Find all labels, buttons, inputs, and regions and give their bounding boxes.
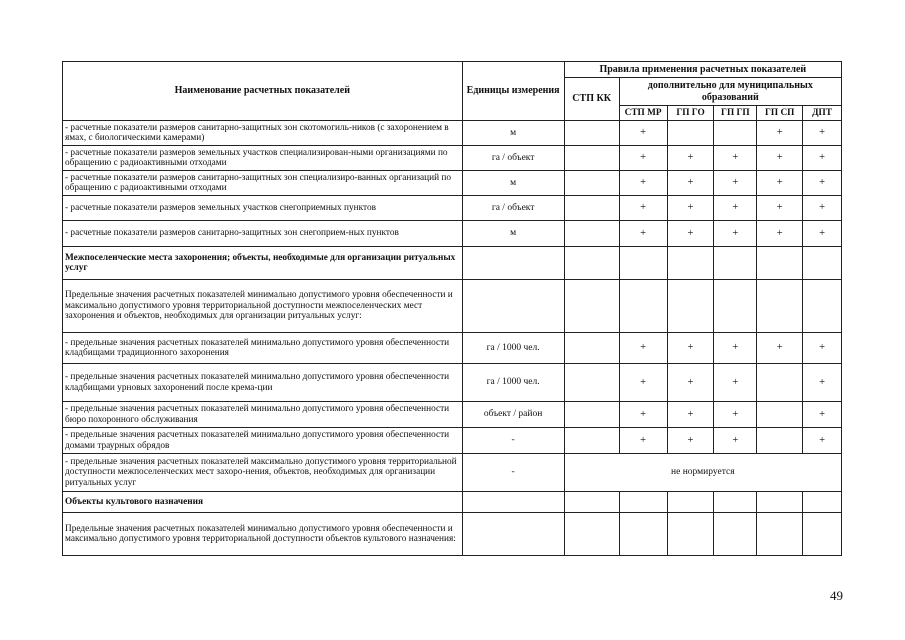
indicator-name: - предельные значения расчетных показателей минимально допустимого уровня обеспеченности кладбищами традиционного захоронения	[63, 333, 463, 364]
applicability-mark	[757, 402, 803, 428]
applicability-mark: +	[619, 121, 667, 146]
applicability-mark: +	[667, 171, 714, 196]
applicability-mark	[564, 364, 619, 402]
empty-cell	[667, 492, 714, 513]
applicability-mark: +	[667, 333, 714, 364]
applicability-mark: +	[757, 171, 803, 196]
applicability-mark	[564, 333, 619, 364]
header-sub-gp-sp: ГП СП	[757, 106, 803, 121]
indicator-name: - расчетные показатели размеров санитарно-защитных зон скотомогиль-ников (с захоронением в ямах, с биологическими камерами)	[63, 121, 463, 146]
applicability-mark: +	[714, 221, 757, 247]
applicability-mark: +	[803, 221, 842, 247]
table-row	[63, 280, 842, 333]
table-row	[63, 428, 842, 454]
applicability-mark: +	[757, 221, 803, 247]
empty-cell	[462, 492, 564, 513]
header-additional: дополнительно для муниципальных образований	[619, 78, 841, 106]
empty-cell	[619, 247, 667, 280]
applicability-mark	[564, 171, 619, 196]
applicability-mark: +	[757, 146, 803, 171]
empty-cell	[803, 492, 842, 513]
unit-cell	[462, 280, 564, 333]
applicability-mark: +	[757, 333, 803, 364]
applicability-mark	[564, 221, 619, 247]
indicator-name: - предельные значения расчетных показателей минимально допустимого уровня обеспеченности домами траурных обрядов	[63, 428, 463, 454]
section-title: Межпоселенческие места захоронения; объекты, необходимые для организации ритуальных услуг	[63, 247, 463, 280]
unit-cell: -	[462, 454, 564, 492]
table-row	[63, 513, 842, 556]
unit-cell: -	[462, 428, 564, 454]
indicators-table	[62, 61, 842, 556]
applicability-mark: +	[667, 221, 714, 247]
applicability-mark	[757, 428, 803, 454]
applicability-mark	[564, 428, 619, 454]
empty-cell	[619, 492, 667, 513]
applicability-mark: +	[757, 121, 803, 146]
indicator-name: - предельные значения расчетных показателей минимально допустимого уровня обеспеченности бюро похоронного обслуживания	[63, 402, 463, 428]
applicability-mark	[667, 513, 714, 556]
empty-cell	[462, 247, 564, 280]
applicability-mark: +	[619, 196, 667, 221]
indicator-name: - предельные значения расчетных показателей минимально допустимого уровня обеспеченности кладбищами урновых захоронений после крема-ции	[63, 364, 463, 402]
empty-cell	[714, 247, 757, 280]
header-name-column: Наименование расчетных показателей	[63, 62, 463, 121]
applicability-mark	[564, 121, 619, 146]
indicator-name: - расчетные показатели размеров земельных участков снегоприемных пунктов	[63, 196, 463, 221]
applicability-mark	[803, 280, 842, 333]
applicability-mark: +	[803, 171, 842, 196]
empty-cell	[564, 492, 619, 513]
table-header	[63, 62, 842, 121]
table-body	[63, 121, 842, 556]
applicability-mark: +	[619, 364, 667, 402]
empty-cell	[714, 492, 757, 513]
applicability-mark	[564, 196, 619, 221]
table-row	[63, 454, 842, 492]
unit-cell: га / объект	[462, 196, 564, 221]
applicability-mark: +	[619, 333, 667, 364]
applicability-mark: +	[667, 364, 714, 402]
unit-cell: м	[462, 171, 564, 196]
empty-cell	[757, 247, 803, 280]
applicability-mark: +	[757, 196, 803, 221]
unit-cell: объект / район	[462, 402, 564, 428]
applicability-mark: +	[667, 402, 714, 428]
applicability-mark: +	[714, 146, 757, 171]
not-normalized-cell: не нормируется	[564, 454, 841, 492]
unit-cell: га / 1000 чел.	[462, 364, 564, 402]
applicability-mark: +	[667, 146, 714, 171]
table-row	[63, 146, 842, 171]
unit-cell: м	[462, 221, 564, 247]
table-row	[63, 171, 842, 196]
empty-cell	[667, 247, 714, 280]
indicator-name: - предельные значения расчетных показателей максимально допустимого уровня территориальной доступности межпоселенческих мест захоро-нения, объектов, необходимых для организации ритуальных услуг	[63, 454, 463, 492]
unit-cell: м	[462, 121, 564, 146]
applicability-mark: +	[714, 196, 757, 221]
applicability-mark: +	[619, 402, 667, 428]
empty-cell	[564, 247, 619, 280]
applicability-mark	[714, 513, 757, 556]
applicability-mark: +	[619, 146, 667, 171]
table-row	[63, 333, 842, 364]
header-sub-dpt: ДПТ	[803, 106, 842, 121]
applicability-mark	[757, 364, 803, 402]
page-number: 49	[830, 588, 843, 603]
section-row	[63, 492, 842, 513]
empty-cell	[757, 492, 803, 513]
indicator-name: - расчетные показатели размеров земельных участков специализирован-ными организациями по обращению с радиоактивными отходами	[63, 146, 463, 171]
table-row	[63, 221, 842, 247]
applicability-mark: +	[803, 364, 842, 402]
applicability-mark: +	[803, 428, 842, 454]
header-units-column: Единицы измерения	[462, 62, 564, 121]
applicability-mark: +	[803, 121, 842, 146]
table-row	[63, 364, 842, 402]
header-stp-kk: СТП КК	[564, 78, 619, 121]
applicability-mark	[714, 280, 757, 333]
applicability-mark: +	[803, 146, 842, 171]
applicability-mark: +	[667, 428, 714, 454]
applicability-mark	[667, 121, 714, 146]
applicability-mark: +	[714, 333, 757, 364]
applicability-mark: +	[619, 171, 667, 196]
applicability-mark: +	[714, 428, 757, 454]
header-sub-gp-gp: ГП ГП	[714, 106, 757, 121]
section-row	[63, 247, 842, 280]
applicability-mark: +	[803, 196, 842, 221]
applicability-mark	[714, 121, 757, 146]
unit-cell: га / объект	[462, 146, 564, 171]
table-row	[63, 121, 842, 146]
applicability-mark: +	[667, 196, 714, 221]
empty-cell	[803, 247, 842, 280]
applicability-mark	[757, 280, 803, 333]
applicability-mark	[619, 513, 667, 556]
indicator-name: - расчетные показатели размеров санитарно-защитных зон специализиро-ванных организаций по обращению с радиоактивными отходами	[63, 171, 463, 196]
table-row	[63, 402, 842, 428]
applicability-mark	[564, 146, 619, 171]
applicability-mark: +	[803, 333, 842, 364]
header-sub-gp-go: ГП ГО	[667, 106, 714, 121]
table-row	[63, 196, 842, 221]
indicator-name: Предельные значения расчетных показателей минимально допустимого уровня обеспеченности и максимально допустимого уровня территориальной доступности объектов культового назначения:	[63, 513, 463, 556]
section-title: Объекты культового назначения	[63, 492, 463, 513]
applicability-mark	[757, 513, 803, 556]
unit-cell	[462, 513, 564, 556]
header-sub-stp-mr: СТП МР	[619, 106, 667, 121]
applicability-mark: +	[803, 402, 842, 428]
unit-cell: га / 1000 чел.	[462, 333, 564, 364]
applicability-mark	[564, 280, 619, 333]
applicability-mark: +	[619, 221, 667, 247]
applicability-mark: +	[619, 428, 667, 454]
applicability-mark	[667, 280, 714, 333]
applicability-mark	[564, 513, 619, 556]
indicator-name: Предельные значения расчетных показателей минимально допустимого уровня обеспеченности и максимально допустимого уровня территориальной доступности межпоселенческих мест захоронения и объектов, необходимых для организации ритуальных услуг:	[63, 280, 463, 333]
applicability-mark	[619, 280, 667, 333]
applicability-mark	[803, 513, 842, 556]
applicability-mark: +	[714, 171, 757, 196]
applicability-mark: +	[714, 402, 757, 428]
applicability-mark: +	[714, 364, 757, 402]
indicator-name: - расчетные показатели размеров санитарно-защитных зон снегоприем-ных пунктов	[63, 221, 463, 247]
applicability-mark	[564, 402, 619, 428]
header-rules: Правила применения расчетных показателей	[564, 62, 841, 78]
